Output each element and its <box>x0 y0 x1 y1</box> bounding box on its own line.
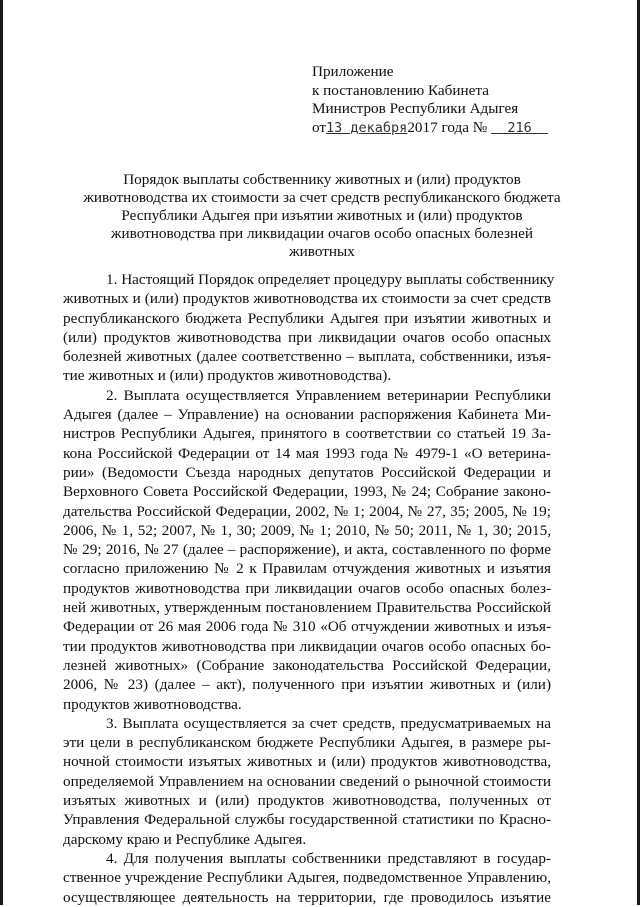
paragraph-line: продуктов животноводства при ликвидации очагов особо опасных болез- <box>63 579 551 597</box>
appendix-date-line <box>312 119 548 138</box>
paragraph-line: кона Российской Федерации от 14 мая 1993 года № 4979-1 «О ветерина- <box>63 444 551 462</box>
handwritten-date: 13 декабря <box>326 119 408 136</box>
paragraph-line: (или) продуктов животноводства при ликвидации очагов особо опасных <box>63 328 551 346</box>
title-line: Республики Адыгея при изъятии животных и (или) продуктов <box>121 207 523 224</box>
document-body <box>63 270 555 907</box>
appendix-header <box>312 63 548 137</box>
handwritten-number: 216 <box>507 119 532 136</box>
date-suffix: 2017 года № <box>407 118 488 136</box>
paragraph <box>63 386 551 714</box>
paragraph-line: 4. Для получения выплаты собственники представляют в государ- <box>106 849 551 867</box>
paragraph-line: нистров Республики Адыгея, принятого в соответствии со статьей 19 За- <box>63 425 551 443</box>
paragraph-line: животных и (или) продуктов животноводства их стоимости за счет средств <box>63 290 551 308</box>
paragraph-line: 2. Выплата осуществляется Управлением ветеринарии Республики <box>106 386 551 404</box>
paragraph-line: Управления Федеральной службы государственной статистики по Красно- <box>63 811 551 829</box>
paragraph <box>63 714 551 849</box>
appendix-line: Приложение <box>312 63 394 80</box>
paragraph-line: Адыгея (далее – Управление) на основании распоряжения Кабинета Ми- <box>63 406 551 424</box>
paragraph-line: болезней животных (далее соответственно – выплата, собственники, изъя- <box>63 348 551 366</box>
title-line: животноводства при ликвидации очагов особо опасных болезней <box>111 225 533 242</box>
title-line: животноводства их стоимости за счет средств республиканского бюджета <box>83 189 561 206</box>
date-prefix: от <box>312 118 327 136</box>
appendix-line: к постановлению Кабинета <box>312 81 489 99</box>
paragraph-line: лезней животных» (Собрание законодательства Российской Федерации, <box>63 656 551 674</box>
paragraph-line: дательства Российской Федерации, 2002, № 1; 2004, № 27, 35; 2005, № 19; <box>63 502 551 520</box>
paragraph <box>63 849 551 907</box>
paragraph-line: Федерации от 26 мая 2006 года № 310 «Об отчуждении животных и изъя- <box>63 618 551 636</box>
title-line: Порядок выплаты собственнику животных и (или) продуктов <box>123 171 521 188</box>
paragraph-line: тии продуктов животноводства при ликвидации очагов особо опасных бо- <box>63 637 551 655</box>
title-line: животных <box>289 243 355 260</box>
paragraph-line: рии» (Ведомости Съезда народных депутатов Российской Федерации и <box>63 463 551 481</box>
paragraph-line: Верховного Совета Российской Федерации, 1993, № 24; Собрание законо- <box>63 483 551 501</box>
paragraph-line: осуществляющее деятельность на территории, где проводилось изъятие <box>63 888 551 906</box>
paragraph-line: тие животных и (или) продуктов животноводства). <box>63 367 392 385</box>
paragraph-line: 1. Настоящий Порядок определяет процедуру выплаты собственнику <box>106 271 555 288</box>
paragraph-line: 2006, № 1, 52; 2007, № 1, 30; 2009, № 1; 2010, № 50; 2011, № 1, 30; 2015, <box>63 521 551 539</box>
paragraph-line: № 29; 2016, № 27 (далее – распоряжение), и акта, составленного по форме <box>63 541 551 559</box>
paragraph-line: определяемой Управлением на основании сведений о рыночной стоимости <box>63 772 551 790</box>
paragraph-line: ней животных, утвержденным постановлением Правительства Российской <box>63 599 551 617</box>
paragraph-line: ночной стоимости изъятых животных и (или) продуктов животноводства, <box>63 753 551 771</box>
paragraph-line: эти цели в республиканском бюджете Республики Адыгея, в размере ры- <box>63 734 551 752</box>
paragraph-line: согласно приложению № 2 к Правилам отчуждения животных и изъятия <box>63 560 551 578</box>
paragraph-line: продуктов животноводства. <box>63 695 242 713</box>
document-title <box>40 171 604 261</box>
paragraph-line: республиканского бюджета Республики Адыгея при изъятии животных и <box>63 309 551 327</box>
paragraph <box>63 270 555 386</box>
paragraph-line: изъятых животных и (или) продуктов животноводства, полученных от <box>63 792 551 810</box>
scan-left-edge <box>0 0 3 905</box>
paragraph-line: 2006, № 23) (далее – акт), полученного при изъятии животных и (или) <box>63 676 551 694</box>
appendix-line: Министров Республики Адыгея <box>312 100 519 117</box>
paragraph-line: ственное учреждение Республики Адыгея, подведомственное Управлению, <box>63 869 551 887</box>
paragraph-line: 3. Выплата осуществляется за счет средств, предусматриваемых на <box>106 714 551 732</box>
paragraph-line: дарскому краю и Республике Адыгея. <box>63 830 307 848</box>
